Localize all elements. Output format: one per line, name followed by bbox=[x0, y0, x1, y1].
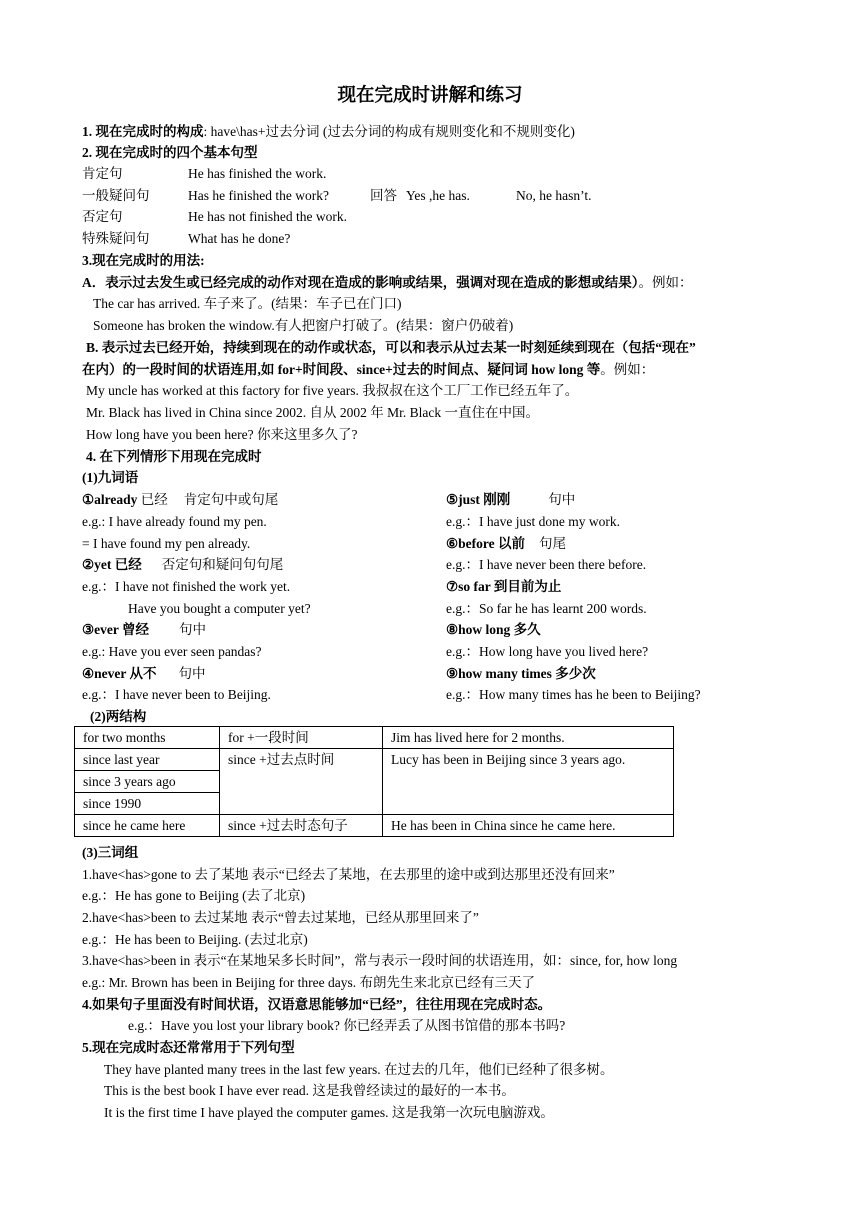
word-item bbox=[446, 534, 566, 554]
word-example: e.g.：So far he has learnt 200 words. bbox=[446, 601, 647, 616]
word-meaning: 已经 bbox=[137, 492, 168, 507]
word-head: ⑦so far 到目前为止 bbox=[446, 579, 562, 594]
section-5-heading: 4.如果句子里面没有时间状语，汉语意思能够加“已经”，往往用现在完成时态。 bbox=[82, 997, 552, 1012]
word-example: e.g.: I have already found my pen. bbox=[82, 514, 267, 529]
sentence-pattern-example: It is the first time I have played the computer games. 这是我第一次玩电脑游戏。 bbox=[104, 1105, 554, 1120]
subsection-two-structures: (2)两结构 bbox=[90, 709, 147, 724]
answer-yes: Yes ,he has. bbox=[406, 188, 470, 203]
word-example: e.g.：I have just done my work. bbox=[446, 514, 620, 529]
word-head: ⑤just 刚刚 bbox=[446, 492, 511, 507]
table-cell: since he came here bbox=[75, 815, 220, 837]
usage-a-tail: 。例如： bbox=[638, 275, 693, 290]
pattern-label: 一般疑问句 bbox=[82, 188, 150, 203]
word-example: e.g.：How long have you lived here? bbox=[446, 644, 649, 659]
pattern-label: 肯定句 bbox=[82, 166, 123, 181]
word-head: ③ever 曾经 bbox=[82, 622, 149, 637]
section-6-heading: 5.现在完成时态还常常用于下列句型 bbox=[82, 1040, 295, 1055]
word-head: ①already bbox=[82, 492, 138, 507]
structures-table bbox=[74, 726, 674, 837]
table-cell: for two months bbox=[75, 727, 220, 749]
phrase-line: 3.have<has>been in 表示“在某地呆多长时间”，常与表示一段时间的状语连用，如：since, for, how long bbox=[82, 953, 678, 968]
word-item bbox=[82, 555, 283, 575]
word-example: e.g.：I have never been to Beijing. bbox=[82, 687, 271, 702]
section-3-heading: 3.现在完成时的用法: bbox=[82, 253, 205, 268]
table-row bbox=[75, 749, 674, 771]
phrase-line: 1.have<has>gone to 去了某地 表示“已经去了某地，在去那里的途中或到达那里还没有回来” bbox=[82, 867, 615, 882]
usage-a-text: A．表示过去发生或已经完成的动作对现在造成的影响或结果，强调对现在造成的影想或结果） bbox=[82, 275, 639, 290]
word-position: 句中 bbox=[178, 666, 206, 681]
table-cell: since +过去点时间 bbox=[220, 749, 383, 815]
word-head: ⑥before 以前 bbox=[446, 536, 525, 551]
usage-a bbox=[82, 273, 693, 293]
word-example: e.g.: Have you ever seen pandas? bbox=[82, 644, 262, 659]
table-cell: since +过去时态句子 bbox=[220, 815, 383, 837]
pattern-label: 否定句 bbox=[82, 209, 123, 224]
section-1-heading: 1. 现在完成时的构成 bbox=[82, 124, 204, 139]
word-position: 句中 bbox=[178, 622, 206, 637]
word-item bbox=[82, 490, 278, 510]
word-example: e.g.：I have never been there before. bbox=[446, 557, 647, 572]
word-position: 句中 bbox=[548, 492, 576, 507]
table-row bbox=[75, 727, 674, 749]
pattern-example: Has he finished the work? bbox=[188, 188, 329, 203]
table-cell: for +一段时间 bbox=[220, 727, 383, 749]
table-cell: since last year bbox=[75, 749, 220, 771]
pattern-example: He has finished the work. bbox=[188, 166, 327, 181]
answer-no: No, he hasn’t. bbox=[516, 188, 592, 203]
page-title: 现在完成时讲解和练习 bbox=[337, 86, 523, 106]
table-cell: Jim has lived here for 2 months. bbox=[383, 727, 674, 749]
answer-label: 回答 bbox=[370, 188, 397, 203]
word-example: e.g.：I have not finished the work yet. bbox=[82, 579, 291, 594]
table-cell: since 1990 bbox=[75, 793, 220, 815]
pattern-label: 特殊疑问句 bbox=[82, 231, 150, 246]
phrase-line: 2.have<has>been to 去过某地 表示“曾去过某地，已经从那里回来了” bbox=[82, 910, 479, 925]
word-position: 句尾 bbox=[538, 536, 566, 551]
table-cell: since 3 years ago bbox=[75, 771, 220, 793]
section-2-heading: 2. 现在完成时的四个基本句型 bbox=[82, 145, 258, 160]
word-position: 否定句和疑问句句尾 bbox=[161, 557, 284, 572]
word-head: ⑧how long 多久 bbox=[446, 622, 541, 637]
phrase-line: e.g.：He has gone to Beijing (去了北京) bbox=[82, 888, 306, 903]
phrase-line: e.g.: Mr. Brown has been in Beijing for three days. 布朗先生来北京已经有三天了 bbox=[82, 975, 535, 990]
sentence-pattern-example: This is the best book I have ever read. 这是我曾经读过的最好的一本书。 bbox=[104, 1083, 515, 1098]
phrase-line: e.g.：He has been to Beijing. (去过北京) bbox=[82, 932, 308, 947]
sentence-pattern-example: They have planted many trees in the last few years. 在过去的几年，他们已经种了很多树。 bbox=[104, 1062, 614, 1077]
table-row bbox=[75, 815, 674, 837]
section-5-example: e.g.：Have you lost your library book? 你已经弄丢了从图书馆借的那本书吗? bbox=[128, 1018, 566, 1033]
subsection-three-phrases: (3)三词组 bbox=[82, 845, 139, 860]
usage-b: B. 表示过去已经开始，持续到现在的动作或状态，可以和表示从过去某一时刻延续到现在（包括“现在” bbox=[86, 340, 696, 355]
word-example: = I have found my pen already. bbox=[82, 536, 251, 551]
word-position: 肯定句中或句尾 bbox=[183, 492, 279, 507]
section-4-heading: 4. 在下列情形下用现在完成时 bbox=[86, 449, 262, 464]
word-item bbox=[82, 620, 206, 640]
section-1-text: : have\has+过去分词 (过去分词的构成有规则变化和不规则变化) bbox=[203, 124, 575, 139]
word-head: ②yet 已经 bbox=[82, 557, 142, 572]
usage-b-cont bbox=[82, 360, 654, 380]
subsection-nine-words: (1)九词语 bbox=[82, 470, 139, 485]
word-example: Have you bought a computer yet? bbox=[128, 601, 311, 616]
pattern-example: He has not finished the work. bbox=[188, 209, 347, 224]
usage-example: My uncle has worked at this factory for five years. 我叔叔在这个工厂工作已经五年了。 bbox=[86, 383, 579, 398]
word-item bbox=[446, 490, 575, 510]
usage-b-text: 在内）的一段时间的状语连用,如 for+时间段、since+过去的时间点、疑问词 how long 等 bbox=[82, 362, 601, 377]
word-item bbox=[82, 664, 205, 684]
table-cell: He has been in China since he came here. bbox=[383, 815, 674, 837]
usage-example: The car has arrived. 车子来了。(结果：车子已在门口) bbox=[93, 296, 402, 311]
word-head: ⑨how many times 多少次 bbox=[446, 666, 596, 681]
word-head: ④never 从不 bbox=[82, 666, 157, 681]
word-example: e.g.：How many times has he been to Beijing? bbox=[446, 687, 701, 702]
usage-example: Someone has broken the window.有人把窗户打破了。(结果：窗户仍破着) bbox=[93, 318, 514, 333]
usage-example: How long have you been here? 你来这里多久了? bbox=[86, 427, 358, 442]
pattern-example: What has he done? bbox=[188, 231, 291, 246]
usage-b-tail: 。例如： bbox=[600, 362, 655, 377]
usage-example: Mr. Black has lived in China since 2002. 自从 2002 年 Mr. Black 一直住在中国。 bbox=[86, 405, 539, 420]
table-cell: Lucy has been in Beijing since 3 years ago. bbox=[383, 749, 674, 815]
section-1 bbox=[82, 122, 575, 142]
